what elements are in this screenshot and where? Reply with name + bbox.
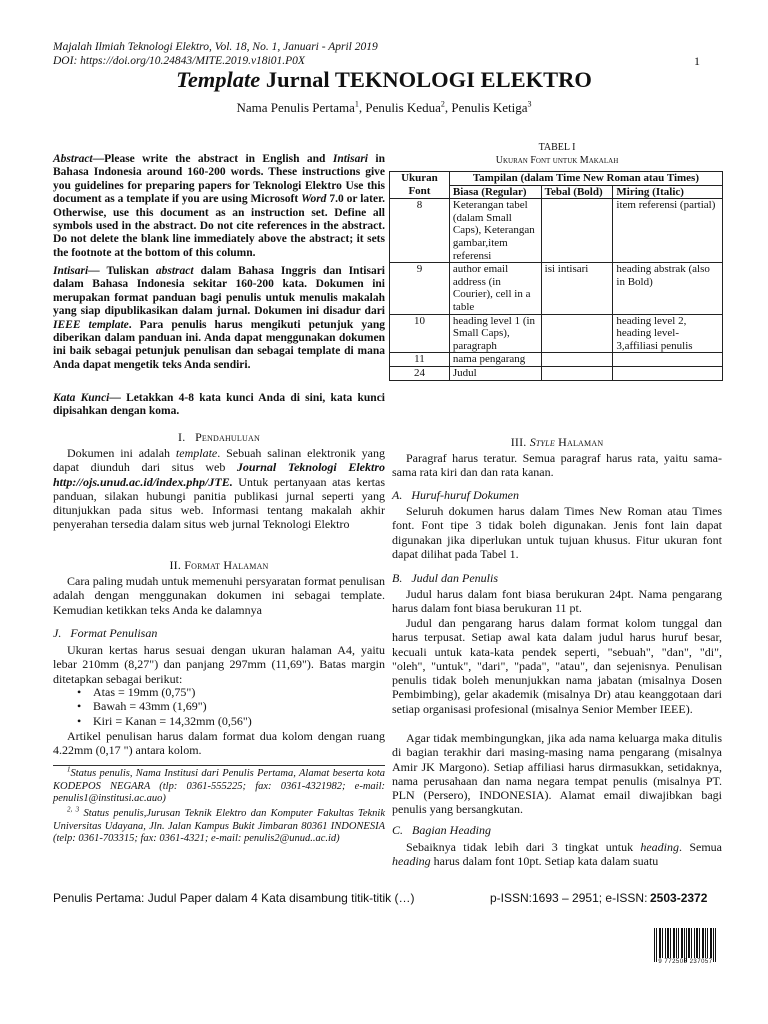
section-2-paragraph: Cara paling mudah untuk memenuhi persyaratan format penulisan adalah dengan menggunakan dokumen ini sebagai template. Kemudian ketikkan teks Anda ke dalamnya: [53, 574, 385, 617]
section-title: Halaman: [558, 435, 604, 449]
author-name: Nama Penulis Pertama: [236, 100, 355, 115]
section-3-paragraph: Paragraf harus teratur. Semua paragraf harus rata, yaitu sama-sama rata kiri dan dan rata kanan.: [392, 451, 722, 480]
table-row: [390, 263, 723, 314]
doi-line: DOI: https://doi.org/10.24843/MITE.2019.v18i01.P0X: [53, 55, 305, 67]
subsection-a: [392, 488, 722, 503]
list-item: • Atas = 19mm (0,75"): [93, 685, 385, 699]
para-text: . Semua: [679, 840, 722, 854]
cell-miring: [613, 353, 723, 367]
intisari: [53, 265, 385, 372]
section-number: II.: [169, 558, 182, 572]
cell-biasa: nama pengarang: [449, 353, 541, 367]
cell-miring: [613, 366, 723, 380]
section-2-heading: [53, 558, 385, 573]
header-biasa: Biasa (Regular): [449, 185, 541, 199]
list-item: • Bawah = 43mm (1,69"): [93, 699, 385, 713]
para-template-word: template: [175, 446, 218, 460]
footnote-sup: 1: [67, 765, 71, 774]
footer-running-title: Penulis Pertama: Judul Paper dalam 4 Kata disambung titik-titik (…): [53, 891, 415, 905]
section-1-paragraph: [53, 446, 385, 532]
section-title: Format Halaman: [184, 558, 269, 572]
keywords: [53, 392, 385, 419]
author-name: Penulis Kedua: [365, 100, 441, 115]
subsection-a-paragraph: Seluruh dokumen harus dalam Times New Roman atau Times font. Font tipe 3 tidak boleh digunakan. Jenis font lain dapat digunakan jika diperlukan untuk tujuan khusus. Fitur ukuran font dapat dilihat pada Tabel 1.: [392, 504, 722, 561]
abstract-text: 7.0 or later. Otherwise, use this document as an instruction set. Define all symbols used in the abstract. Do not cite references in the abstract. Do not delete the blank line immediately above the abstract; it sets the footnote at the bottom of this column.: [53, 193, 385, 259]
para-text: Dokumen ini adalah: [67, 446, 176, 460]
section-number: I.: [178, 430, 186, 444]
author-sup: 1: [354, 99, 359, 109]
author-sup: 3: [527, 99, 532, 109]
abstract-text: —Please write the abstract in English and: [92, 153, 333, 165]
subsection-label: C.: [392, 823, 404, 837]
footnote-text: Status penulis,Jurusan Teknik Elektro dan Komputer Fakultas Teknik Universitas Udayana, Jln. Jalan Kampus Bukit Jimbaran 80361 INDONESIA (telp: 0361-703315; fax: 0361-4321; e-mail: penulis2@unud..ac.id): [53, 808, 385, 845]
keywords-lead: Kata Kunci: [53, 392, 110, 404]
intisari-lead: Intisari: [53, 265, 89, 277]
eissn-bold: 2503-2372: [650, 891, 708, 905]
table-caption-title: [392, 155, 722, 166]
cell-biasa: author email address (in Courier), cell in a table: [449, 263, 541, 314]
barcode-number: 9 772503 237057: [658, 959, 713, 965]
cell-biasa: heading level 1 (in Small Caps), paragraph: [449, 314, 541, 353]
column-paragraph: Artikel penulisan harus dalam format dua kolom dengan ruang 4.22mm (0,17 ") antara kolom.: [53, 729, 385, 758]
barcode: [653, 928, 718, 968]
para-text: harus dalam font 10pt. Setiap kata dalam suatu: [430, 854, 659, 869]
intisari-ieee-word: IEEE template: [53, 318, 129, 331]
journal-line: Majalah Ilmiah Teknologi Elektro, Vol. 18, No. 1, Januari - April 2019: [53, 41, 378, 53]
section-title-italic: Style: [529, 435, 555, 449]
issn-text: p-ISSN:1693 – 2951; e-ISSN:: [490, 891, 648, 905]
intisari-text: dalam Bahasa Inggris dan Intisari dalam Bahasa Indonesia sekitar 160-200 kata. Dokumen ini merupakan format panduan bagi penulis untuk menulis makalah yang siap dipublikasikan dalam jurnal. Dokumen ini disadur dari: [53, 265, 385, 318]
cell-miring: item referensi (partial): [613, 199, 723, 263]
header-tampilan: Tampilan (dalam Time New Roman atau Times): [449, 172, 722, 186]
keywords-text: — Letakkan 4-8 kata kunci Anda di sini, kata kunci dipisahkan dengan koma.: [53, 392, 385, 418]
subsection-title: Judul dan Penulis: [411, 571, 498, 585]
cell-size: 24: [390, 366, 450, 380]
para-text: Sebaiknya tidak lebih dari 3 tingkat untuk: [406, 840, 641, 854]
abstract-text: in Bahasa Indonesia around 160-200 words. These instructions give you guidelines for preparing papers for Teknologi Elektro Use this document as a template if you are using Microsoft: [53, 153, 385, 206]
table-caption-text: Ukuran Font untuk Makalah: [495, 155, 619, 166]
intisari-text: — Tuliskan: [88, 265, 156, 277]
abstract-lead: Abstract: [53, 153, 93, 165]
author-sep: ,: [444, 100, 452, 115]
cell-biasa: Judul: [449, 366, 541, 380]
para-text: Untuk pertanyaan atas kertas panduan, silakan hubungi panitia publikasi jurnal seperti yang ditunjukkan pada situs web. Informasi tentang makalah akhir penyerahan tersedia dalam situs web jurnal Teknologi Elektro: [53, 474, 385, 532]
table-caption-number: TABEL I: [538, 142, 576, 153]
subsection-b-paragraph-2: Judul dan pengarang harus dalam format kolom tunggal dan harus terpusat. Setiap awal kata dalam judul harus huruf besar, kecuali untuk kata-kata pendek seperti, "sebuah", "dan", "di", "oleh", "untuk", "dari", "pada", "atau", dan sejenisnya. Penulisan penulis tidak boleh menunjukkan nama jabatan (misalnya Dosen Pembimbing), gelar akademik (misalnya Dr) atau keanggotaan dari setiap organisasi profesional (misalnya Senior Member IEEE).: [392, 616, 722, 716]
title-rest: Jurnal TEKNOLOGI ELEKTRO: [260, 67, 592, 92]
cell-tebal: [541, 199, 613, 263]
subsection-label: A.: [392, 488, 403, 502]
cell-size: 10: [390, 314, 450, 353]
journal-link[interactable]: Journal Teknologi Elektro http://ojs.unud.ac.id/index.php/JTE.: [53, 460, 385, 489]
page-number: 1: [694, 54, 700, 68]
table-row: [390, 366, 723, 380]
table-row: [390, 314, 723, 353]
table-row: [390, 353, 723, 367]
cell-tebal: [541, 314, 613, 353]
para-heading-word: heading: [392, 854, 431, 869]
abstract-intisari-word: Intisari: [332, 153, 369, 165]
footer-issn: [490, 891, 647, 905]
section-title: Pendahuluan: [195, 430, 260, 444]
subsection-title: Huruf-huruf Dokumen: [411, 488, 519, 502]
font-size-table: [389, 171, 723, 381]
footnote-text: Status penulis, Nama Institusi dari Penulis Pertama, Alamat beserta kota KODEPOS NEGARA (tlp: 0361-555225; fax: 0361-4321982; e-mail: penulis1@institusi.ac.auo): [53, 768, 385, 805]
section-number: III.: [510, 435, 527, 449]
subsection-label: B.: [392, 571, 403, 585]
title-italic: Template: [176, 67, 261, 92]
table-header-row: [390, 172, 723, 186]
footnote-1: [53, 765, 385, 806]
footnote-sup: 2, 3: [67, 805, 80, 814]
header-tebal: Tebal (Bold): [541, 185, 613, 199]
subsection-b-paragraph-1: Judul harus dalam font biasa berukuran 24pt. Nama pengarang harus dalam font biasa berukuran 11 pt.: [392, 587, 722, 616]
para-text: . Sebuah salinan elektronik yang dapat diunduh dari situs web: [53, 446, 385, 475]
cell-tebal: [541, 366, 613, 380]
subsection-title: Bagian Heading: [412, 823, 492, 837]
author-sup: 2: [440, 99, 445, 109]
cell-size: 9: [390, 263, 450, 314]
subsection-format-penulisan: [53, 626, 385, 641]
subsection-c: [392, 823, 722, 838]
footnote-divider: [53, 765, 385, 766]
paper-title: [0, 67, 768, 93]
format-paragraph: Ukuran kertas harus sesuai dengan ukuran halaman A4, yaitu lebar 210mm (8,27") dan panjang 297mm (11,69"). Batas margin ditetapkan sebagai berikut:: [53, 643, 385, 686]
margin-list: [53, 685, 385, 728]
subsection-label: J.: [53, 626, 62, 640]
author-name: Penulis Ketiga: [451, 100, 528, 115]
subsection-b: [392, 571, 722, 586]
header-miring: Miring (Italic): [613, 185, 723, 199]
header-ukuran: Ukuran Font: [390, 172, 450, 199]
list-item: • Kiri = Kanan = 14,32mm (0,56"): [93, 714, 385, 728]
cell-tebal: [541, 353, 613, 367]
subsection-b-paragraph-3: Agar tidak membingungkan, jika ada nama keluarga maka ditulis di bagian terakhir dari masing-masing nama pengarang (misalnya Amir JK Margono). Setiap affiliasi harus dirmasukkan, setidaknya, nama perusahaan dan nama negara tempat penulis (misalnya PT. PLN (Persero), INDONESIA). Alamat email diwajibkan bagi penulis yang bersangkutan.: [392, 731, 722, 817]
author-sep: ,: [358, 100, 366, 115]
authors-line: [0, 100, 768, 116]
footnote-2-3: [53, 805, 385, 846]
para-heading-word: heading: [640, 840, 680, 854]
table-row: [390, 199, 723, 263]
intisari-abstract-word: abstract: [155, 265, 194, 277]
section-1-heading: [53, 430, 385, 445]
subsection-c-paragraph: [392, 840, 722, 869]
cell-miring: heading level 2, heading level-3,affiliasi penulis: [613, 314, 723, 353]
cell-tebal: isi intisari: [541, 263, 613, 314]
intisari-text: . Para penulis harus mengikuti petunjuk yang diberikan dalam panduan ini. Anda dapat menggunakan dokumen ini baik sebagai petunjuk penulisan dan sebagai template di mana Anda dapat mengetik teks Anda sendiri.: [53, 318, 385, 371]
cell-biasa: Keterangan tabel (dalam Small Caps), Keterangan gambar,item referensi: [449, 199, 541, 263]
subsection-title: Format Penulisan: [70, 626, 158, 640]
section-3-heading: [392, 435, 722, 450]
abstract-word-word: Word: [301, 193, 327, 206]
cell-miring: heading abstrak (also in Bold): [613, 263, 723, 314]
abstract: [53, 153, 385, 260]
cell-size: 11: [390, 353, 450, 367]
cell-size: 8: [390, 199, 450, 263]
